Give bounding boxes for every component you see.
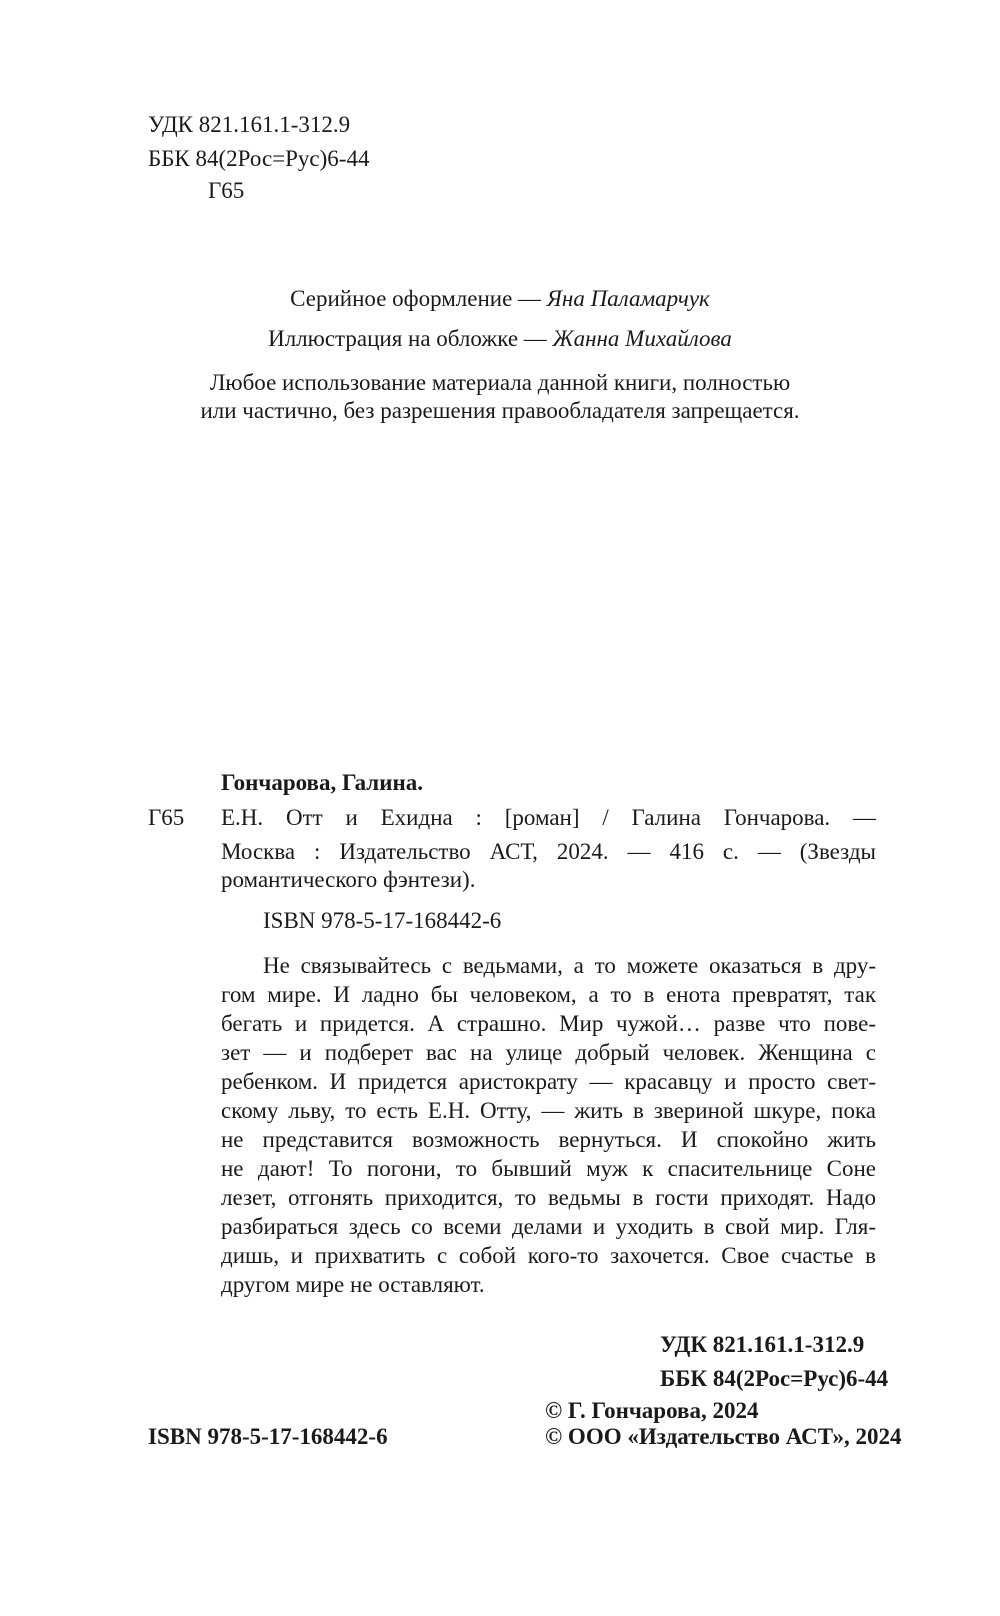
design-credit bbox=[0, 285, 1000, 313]
annotation-line: лезет, отгонять приходится, то ведьмы в гости приходят. Надо bbox=[221, 1185, 876, 1210]
annotation-line: зет — и подберет вас на улице добрый человек. Женщина с bbox=[221, 1040, 876, 1065]
udk-header: УДК 821.161.1-312.9 bbox=[148, 112, 351, 137]
annotation-line: гом мире. И ладно бы человеком, а то в енота превратят, так bbox=[221, 982, 876, 1007]
bib-isbn: ISBN 978-5-17-168442-6 bbox=[263, 908, 502, 933]
cover-credit-name: Жанна Михайлова bbox=[552, 326, 732, 351]
annotation-line: Не связывайтесь с ведьмами, а то можете оказаться в дру- bbox=[263, 953, 876, 978]
isbn-footer: ISBN 978-5-17-168442-6 bbox=[148, 1424, 388, 1449]
author-code-header: Г65 bbox=[208, 178, 245, 203]
annotation-line: не представится возможность вернуться. И спокойно жить bbox=[221, 1127, 876, 1152]
bib-author: Гончарова, Галина. bbox=[221, 770, 423, 795]
annotation-line: дишь, и прихватить с собой кого-то захочется. Свое счастье в bbox=[221, 1243, 876, 1268]
bib-line-2: Москва : Издательство АСТ, 2024. — 416 с. — (Звезды bbox=[221, 839, 876, 864]
bib-line-3: романтического фэнтези). bbox=[221, 867, 476, 892]
annotation-line: скому льву, то есть Е.Н. Отту, — жить в звериной шкуре, пока bbox=[221, 1098, 876, 1123]
copyright-author: © Г. Гончарова, 2024 bbox=[545, 1398, 759, 1423]
rights-notice-line-2: или частично, без разрешения правообладателя запрещается. bbox=[200, 398, 800, 423]
design-credit-label: Серийное оформление — bbox=[290, 286, 547, 311]
bbk-footer: ББК 84(2Рос=Рус)6-44 bbox=[660, 1366, 889, 1391]
cover-credit bbox=[0, 325, 1000, 353]
bbk-header: ББК 84(2Рос=Рус)6-44 bbox=[148, 146, 370, 171]
annotation-line: ребенком. И придется аристократу — красавцу и просто свет- bbox=[221, 1069, 876, 1094]
annotation-line: бегать и придется. А страшно. Мир чужой… разве что пове- bbox=[221, 1011, 876, 1036]
cover-credit-label: Иллюстрация на обложке — bbox=[268, 326, 553, 351]
annotation-line: не дают! То погони, то бывший муж к спасительнице Соне bbox=[221, 1156, 876, 1181]
bib-line-1: Е.Н. Отт и Ехидна : [роман] / Галина Гончарова. — bbox=[221, 805, 876, 830]
design-credit-name: Яна Паламарчук bbox=[546, 286, 710, 311]
copyright-publisher: © ООО «Издательство АСТ», 2024 bbox=[545, 1424, 902, 1449]
annotation-line: разбираться здесь со всеми делами и уходить в свой мир. Гля- bbox=[221, 1214, 876, 1239]
udk-footer: УДК 821.161.1-312.9 bbox=[660, 1332, 865, 1357]
annotation-line: другом мире не оставляют. bbox=[221, 1272, 485, 1297]
bib-author-code: Г65 bbox=[148, 805, 185, 830]
rights-notice-line-1: Любое использование материала данной книги, полностью bbox=[209, 370, 791, 395]
